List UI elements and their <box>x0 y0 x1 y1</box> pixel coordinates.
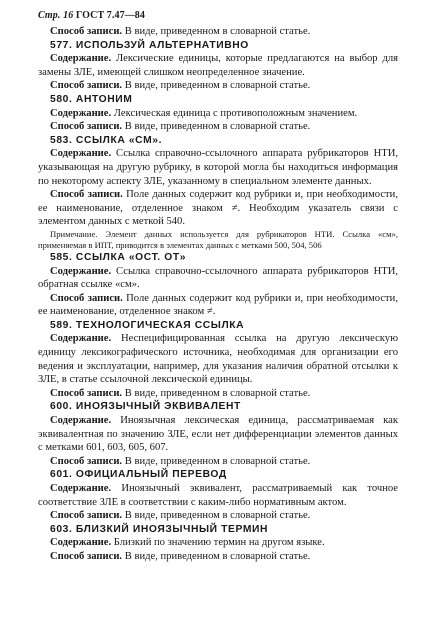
section-heading: 589. ТЕХНОЛОГИЧЕСКАЯ ССЫЛКА <box>50 319 245 331</box>
field-label: Содержание. <box>50 333 112 345</box>
section-heading: 577. ИСПОЛЬЗУЙ АЛЬТЕРНАТИВНО <box>50 39 249 51</box>
field-paragraph <box>38 332 398 386</box>
field-label: Способ записи. <box>50 189 123 201</box>
field-text: Лексическая единица с противоположным значением. <box>111 107 358 119</box>
field-label: Содержание. <box>50 483 112 494</box>
field-text: В виде, приведенном в словарной статье. <box>122 455 311 467</box>
field-paragraph <box>38 120 398 134</box>
field-text: В виде, приведенном в словарной статье. <box>122 550 311 562</box>
section-heading: 585. ССЫЛКА «ОСТ. ОТ» <box>50 251 187 263</box>
standard-code: ГОСТ 7.47—84 <box>75 10 146 21</box>
field-text: В виде, приведенном в словарной статье. <box>122 121 311 133</box>
field-text: Ссылка справочно-ссылочного аппарата рубрикаторов НТИ, обратная ссылке «см». <box>38 265 398 291</box>
field-label: Содержание. <box>50 537 112 549</box>
field-label: Способ записи. <box>50 80 123 92</box>
field-text: В виде, приведенном в словарной статье. <box>122 26 311 37</box>
field-label: Содержание. <box>50 265 112 277</box>
field-paragraph <box>38 188 398 229</box>
field-label: Способ записи. <box>50 387 123 399</box>
field-label: Содержание. <box>50 415 112 427</box>
field-label: Содержание. <box>50 148 112 160</box>
document-page <box>38 9 398 564</box>
field-text: Близкий по значению термин на другом языке. <box>111 537 325 549</box>
section-heading: 600. ИНОЯЗЫЧНЫЙ ЭКВИВАЛЕНТ <box>50 401 241 413</box>
section-heading: 583. ССЫЛКА «СМ». <box>50 134 163 146</box>
note-text: Элемент данных используется для рубрикаторов НТИ. Ссылка «см», применяемая в ИПТ, приводится в элементах данных с метками 500, 504, 506 <box>38 228 398 250</box>
field-label: Содержание. <box>50 53 112 65</box>
field-text: Иноязычная лексическая единица, рассматриваемая как эквивалентная по значению ЗЛЕ, если нет дифференциации элементов данных с метками 601, 603, 605, 607. <box>38 415 398 454</box>
field-paragraph <box>38 265 398 292</box>
field-paragraph <box>38 509 398 523</box>
note-label: Примечание. <box>50 228 98 239</box>
field-label: Способ записи. <box>50 292 123 304</box>
field-text: В виде, приведенном в словарной статье. <box>122 387 311 399</box>
field-label: Способ записи. <box>50 455 123 467</box>
field-paragraph <box>38 536 398 550</box>
field-paragraph <box>38 147 398 188</box>
note-paragraph <box>38 229 398 251</box>
field-paragraph <box>38 52 398 79</box>
field-paragraph <box>38 482 398 509</box>
field-paragraph <box>38 79 398 93</box>
field-paragraph <box>38 550 398 564</box>
field-paragraph <box>38 387 398 401</box>
section-heading: 580. АНТОНИМ <box>50 93 133 105</box>
field-text: Иноязычный эквивалент, рассматриваемый как точное соответствие ЗЛЕ в соответствии с каким-либо нормативным актом. <box>38 483 398 508</box>
field-text: Лексические единицы, которые предлагаются на выбор для замены ЗЛЕ, имеющей слишком неопределенное значение. <box>38 53 398 78</box>
field-paragraph <box>38 107 398 121</box>
page-number: Стр. 16 <box>38 10 74 21</box>
field-paragraph <box>38 292 398 319</box>
field-label: Способ записи. <box>50 121 123 133</box>
section-heading: 601. ОФИЦИАЛЬНЫЙ ПЕРЕВОД <box>50 469 227 481</box>
field-text: В виде, приведенном в словарной статье. <box>122 510 311 522</box>
section-heading: 603. БЛИЗКИЙ ИНОЯЗЫЧНЫЙ ТЕРМИН <box>50 523 269 535</box>
field-paragraph <box>38 455 398 469</box>
field-label: Способ записи. <box>50 550 123 562</box>
field-label: Способ записи. <box>50 510 123 522</box>
page-header <box>38 9 398 25</box>
field-text: Неспецифицированная ссылка на другую лексическую единицу лексикографического источника, необходимая для организации его ведения и эксплуатации, например, для указания наличия обратной отсылки к ЗЛЕ, в статье ссылочной лексической единицы. <box>38 333 398 386</box>
field-text: Ссылка справочно-ссылочного аппарата рубрикаторов НТИ, указывающая на другую рубрику, в которой могла бы находиться информация по некоторому аспекту ЗЛЕ, указанному в специальном элементе данных. <box>38 148 398 187</box>
field-text: Поле данных содержит код рубрики и, при необходимости, ее наименование, отделенное знаком ≠. <box>38 292 398 318</box>
field-text: В виде, приведенном в словарной статье. <box>122 80 311 92</box>
field-label: Содержание. <box>50 107 112 119</box>
field-paragraph <box>38 414 398 455</box>
field-label: Способ записи. <box>50 26 123 37</box>
document-body <box>38 25 398 564</box>
field-text: Поле данных содержит код рубрики и, при необходимости, ее наименование, отделенное знаком ≠. Необходим указатель связи с элементом данных с меткой 540. <box>38 189 398 228</box>
field-paragraph <box>38 25 398 39</box>
